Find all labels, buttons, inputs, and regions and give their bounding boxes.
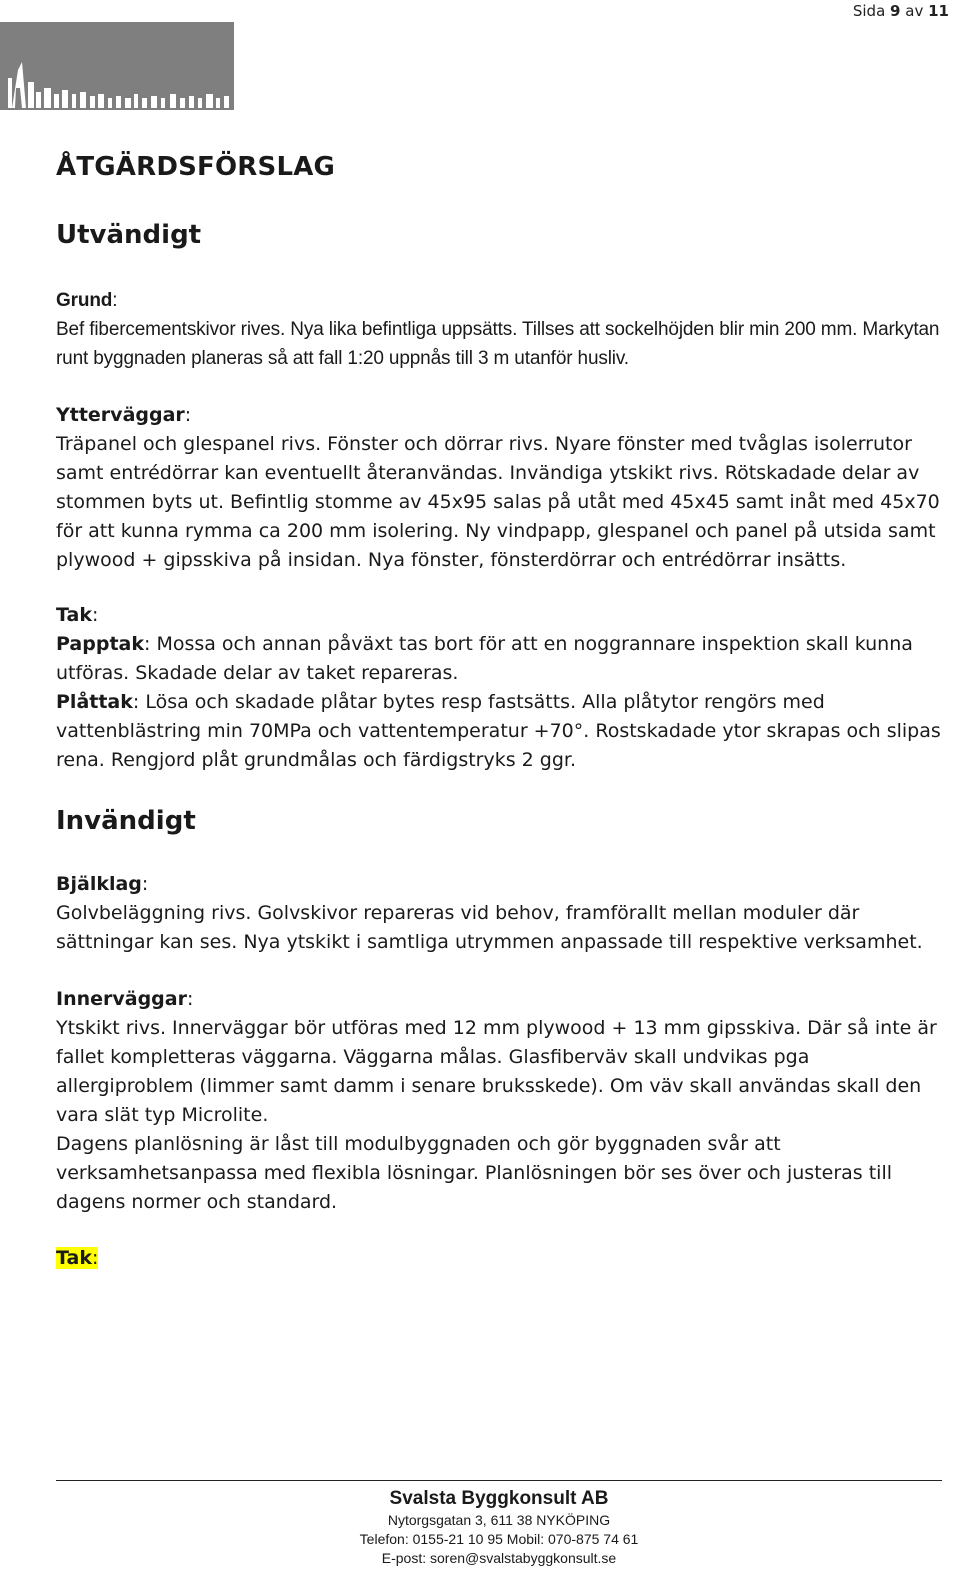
floor-text: Golvbeläggning rivs. Golvskivor repareras vid behov, framförallt mellan moduler där sättningar kan ses. Nya ytskikt i samtliga utrymmen anpassade till respektive verksamhet. — [56, 902, 923, 953]
walls-label: Ytterväggar: — [56, 404, 192, 426]
papptak-paragraph — [56, 630, 942, 688]
roof-label: Tak: — [56, 604, 99, 626]
plattak-paragraph — [56, 688, 942, 775]
floor-label: Bjälklag: — [56, 873, 149, 895]
company-logo — [0, 22, 234, 110]
page-mid: av — [905, 2, 924, 20]
grund-text: Bef fibercementskivor rives. Nya lika befintliga uppsätts. Tillses att sockelhöjden blir min 200 mm. Markytan runt byggnaden planeras så att fall 1:20 uppnås till 3 m utanför husliv. — [56, 319, 940, 369]
page-footer — [56, 1480, 942, 1568]
page-title: ÅTGÄRDSFÖRSLAG — [56, 152, 336, 182]
page-current: 9 — [890, 2, 901, 20]
footer-email: E-post: soren@svalstabyggkonsult.se — [381, 1550, 617, 1566]
page-number — [853, 2, 949, 20]
plattak-text: Lösa och skadade plåtar bytes resp fastsätts. Alla plåtytor rengörs med vattenblästring min 70MPa och vattentemperatur +70°. Rostskadade ytor skrapas och slipas rena. Rengjord plåt grundmålas och färdigstryks 2 ggr. — [56, 691, 941, 771]
footer-phone: Telefon: 0155-21 10 95 Mobil: 070-875 74 61 — [359, 1531, 639, 1547]
plattak-label: Plåttak: — [56, 691, 140, 713]
inner-label: Innerväggar: — [56, 988, 194, 1010]
inner-text: Ytskikt rivs. Innerväggar bör utföras med 12 mm plywood + 13 mm gipsskiva. Där så inte är fallet kompletteras väggarna. Väggarna målas. Glasfiberväv skall undvikas pga allergiproblem (limmer samt damm i senare bruksskede). Om väv skall användas skall den vara slät typ Microlite. — [56, 1017, 937, 1126]
page-total: 11 — [928, 2, 949, 20]
footer-address: Nytorgsgatan 3, 611 38 NYKÖPING — [387, 1512, 611, 1528]
section-heading-inside: Invändigt — [56, 806, 196, 836]
papptak-text: Mossa och annan påväxt tas bort för att en noggrannare inspektion skall kunna utföras. Skadade delar av taket repareras. — [56, 633, 913, 684]
section-heading-outside: Utvändigt — [56, 220, 202, 250]
section-tak-inside — [56, 1244, 942, 1273]
section-tak — [56, 601, 942, 775]
section-bjälklag — [56, 870, 942, 957]
section-innerväggar — [56, 985, 942, 1217]
roof-inside-label: Tak: — [56, 1247, 99, 1269]
page-prefix: Sida — [852, 2, 886, 20]
papptak-label: Papptak: — [56, 633, 151, 655]
walls-text: Träpanel och glespanel rivs. Fönster och dörrar rivs. Nyare fönster med tvåglas isolerrutor samt entrédörrar kan eventuellt återanvändas. Invändiga ytskikt rivs. Rötskadade delar av stommen byts ut. Befintlig stomme av 45x95 salas på utåt med 45x45 samt inåt med 45x70 för att kunna rymma ca 200 mm isolering. Ny vindpapp, glespanel och panel på utsida samt plywood + gipsskiva på insidan. Nya fönster, fönsterdörrar och entrédörrar insätts. — [56, 433, 940, 571]
footer-company: Svalsta Byggkonsult AB — [389, 1488, 609, 1509]
grund-label: Grund: — [56, 290, 118, 311]
section-grund — [56, 286, 942, 373]
plan-text: Dagens planlösning är låst till modulbyggnaden och gör byggnaden svår att verksamhetsanpassa med flexibla lösningar. Planlösningen bör ses över och justeras till dagens normer och standard. — [56, 1133, 893, 1213]
section-ytterväggar — [56, 401, 942, 575]
